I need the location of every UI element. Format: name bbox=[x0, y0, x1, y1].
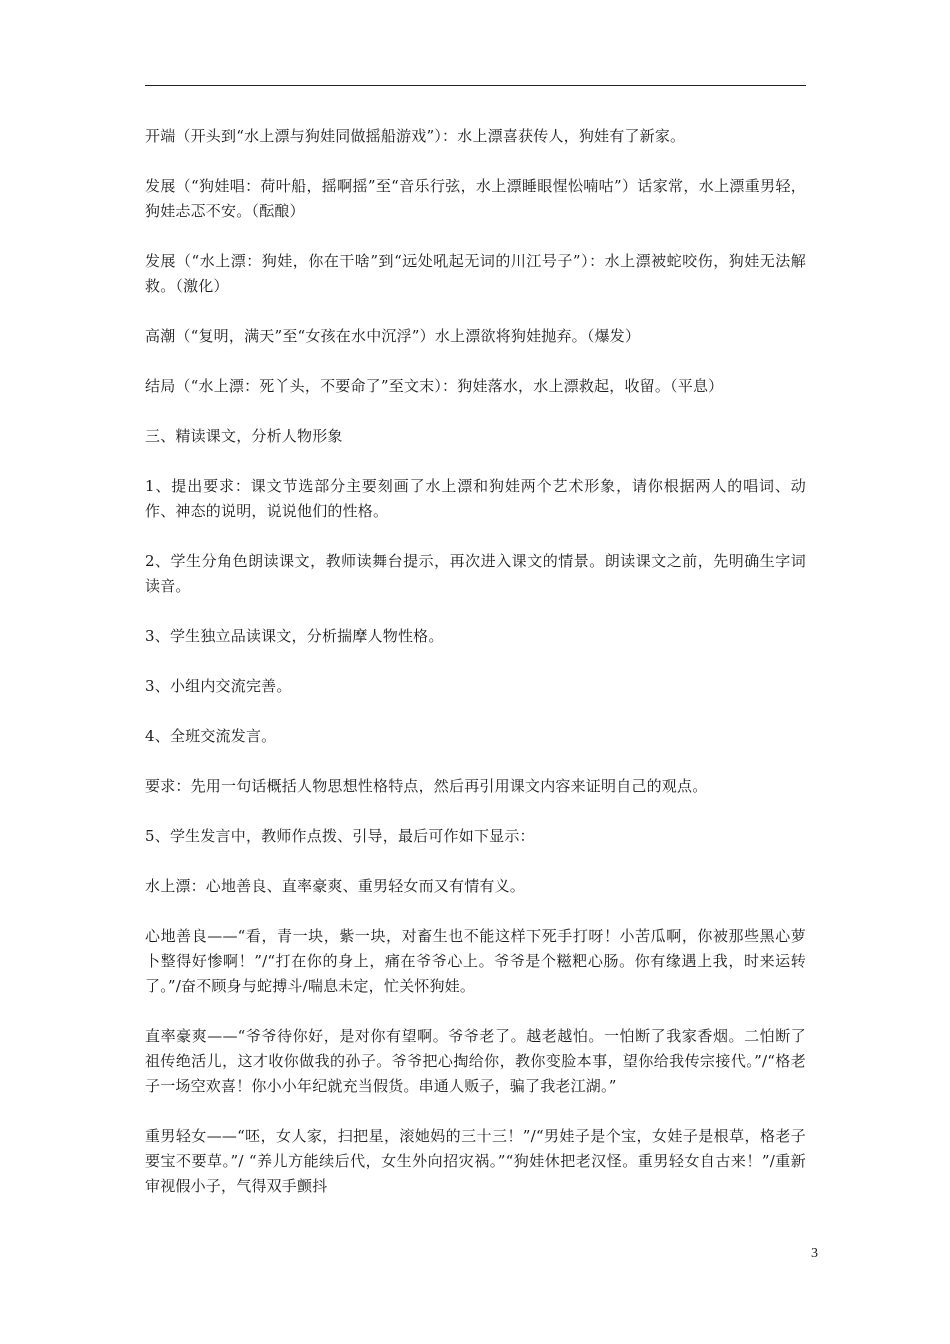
paragraph-step-4: 4、全班交流发言。 bbox=[145, 727, 277, 745]
document-body bbox=[145, 124, 806, 1224]
paragraph-kind-hearted: 心地善良——“看，青一块，紫一块，对畜生也不能这样下死手打呀！小苦瓜啊，你被那些黑心萝卜整得好惨啊！”/“打在你的身上，痛在爷爷心上。爷爷是个糍粑心肠。你有缘遇上我，时来运转了。”/奋不顾身与蛇搏斗/喘息未定，忙关怀狗娃。 bbox=[145, 927, 806, 995]
paragraph-character-summary: 水上漂：心地善良、直率豪爽、重男轻女而又有情有义。 bbox=[145, 877, 526, 895]
paragraph-step-3a: 3、学生独立品读课文，分析揣摩人物性格。 bbox=[145, 627, 444, 645]
paragraph-step-3b: 3、小组内交流完善。 bbox=[145, 677, 292, 695]
paragraph-ending: 结局（“水上漂：死丫头，不要命了”至文末）：狗娃落水，水上漂救起，收留。（平息） bbox=[145, 377, 724, 395]
section-heading-3: 三、精读课文，分析人物形象 bbox=[145, 427, 343, 445]
paragraph-development-2: 发展（“水上漂：狗娃，你在干啥”到“远处吼起无词的川江号子”）：水上漂被蛇咬伤，狗娃无法解救。（激化） bbox=[145, 252, 806, 295]
paragraph-climax: 高潮（“复明，满天”至“女孩在水中沉浮”）水上漂欲将狗娃抛弃。（爆发） bbox=[145, 327, 641, 345]
paragraph-step-1: 1、提出要求：课文节选部分主要刻画了水上漂和狗娃两个艺术形象，请你根据两人的唱词、动作、神态的说明，说说他们的性格。 bbox=[145, 477, 806, 520]
paragraph-step-5: 5、学生发言中，教师作点拨、引导，最后可作如下显示： bbox=[145, 827, 535, 845]
paragraph-step-2: 2、学生分角色朗读课文，教师读舞台提示，再次进入课文的情景。朗读课文之前，先明确生字词读音。 bbox=[145, 552, 806, 595]
paragraph-opening: 开端（开头到“水上漂与狗娃同做摇船游戏”）：水上漂喜获传人，狗娃有了新家。 bbox=[145, 127, 686, 145]
paragraph-straightforward: 直率豪爽——“爷爷待你好，是对你有望啊。爷爷老了。越老越怕。一怕断了我家香烟。二怕断了祖传绝活儿，这才收你做我的孙子。爷爷把心掏给你，教你变脸本事，望你给我传宗接代。”/“格老子一场空欢喜！你小小年纪就充当假货。串通人贩子，骗了我老江湖。” bbox=[145, 1027, 806, 1095]
paragraph-requirement: 要求：先用一句话概括人物思想性格特点，然后再引用课文内容来证明自己的观点。 bbox=[145, 777, 708, 795]
paragraph-development-1: 发展（“狗娃唱：荷叶船，摇啊摇”至“音乐行弦，水上漂睡眼惺忪喃咕”）话家常，水上漂重男轻，狗娃忐忑不安。（酝酿） bbox=[145, 177, 806, 220]
page-number: 3 bbox=[811, 1246, 818, 1261]
header-rule bbox=[145, 85, 806, 86]
paragraph-favor-boys: 重男轻女——“呸，女人家，扫把星，滚她妈的三十三！”/“男娃子是个宝，女娃子是根草，格老子要宝不要草。”/ “养儿方能续后代，女生外向招灾祸。”“狗娃休把老汉怪。重男轻女自古来！”/重新审视假小子，气得双手颤抖 bbox=[145, 1127, 806, 1195]
